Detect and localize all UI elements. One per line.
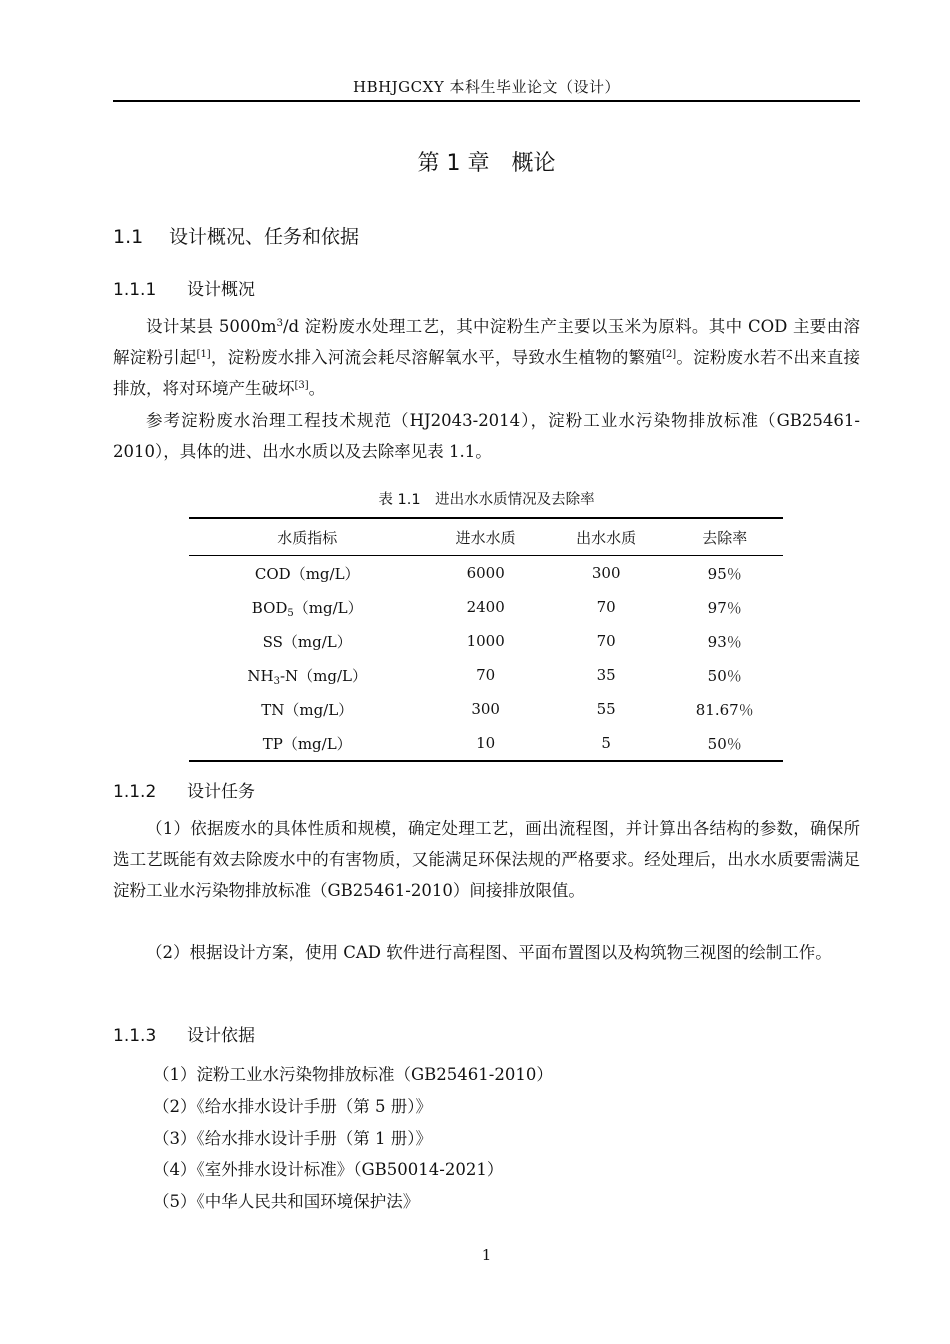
table-row <box>189 624 783 658</box>
effluent-cell: 70 <box>596 598 616 616</box>
section-number: 1.1 <box>113 226 144 248</box>
basis-list <box>113 1059 860 1218</box>
section-1-1-2-heading <box>113 777 255 802</box>
influent-cell: 6000 <box>466 564 505 582</box>
influent-cell: 70 <box>476 666 496 684</box>
influent-cell: 1000 <box>466 632 505 650</box>
effluent-cell: 55 <box>596 700 616 718</box>
task-paragraph-2: （2）根据设计方案，使用 CAD 软件进行高程图、平面布置图以及构筑物三视图的绘制工作。 <box>146 943 832 962</box>
overview-paragraph-1: 设计某县 $5000m^3/d$ 淀粉废水处理工艺，其中淀粉生产主要以玉米为原料。其中 COD 主要由溶解淀粉引起[1]，淀粉废水排入河流会耗尽溶解氧水平，导致水生植物的繁殖[2]。淀粉废水若不出来直接排放，将对环境产生破坏[3]。 <box>113 317 861 398</box>
effluent-cell: 5 <box>546 726 667 761</box>
indicator-cell: $BOD_5(mg/L)$ <box>251 598 363 619</box>
table-row <box>189 726 783 761</box>
indicator-cell: TP（mg/L） <box>189 726 425 761</box>
removal-rate-cell: 95％ <box>707 564 742 583</box>
list-item: （3）《给水排水设计手册（第 1 册）》 <box>153 1128 432 1148</box>
removal-rate-cell: 97％ <box>707 598 742 617</box>
unit-superscript: 3 <box>276 318 283 329</box>
column-header: 去除率 <box>666 518 783 556</box>
section-1-1-1-heading <box>113 275 255 300</box>
indicator-cell: SS（mg/L） <box>262 632 352 651</box>
removal-rate-cell: 50％ <box>707 666 742 685</box>
indicator-cell: $NH_3-N(mg/L)$ <box>247 666 368 687</box>
section-title: 设计任务 <box>187 782 255 802</box>
task-paragraph-1: （1）依据废水的具体性质和规模，确定处理工艺，画出流程图，并计算出各结构的参数，确保所选工艺既能有效去除废水中的有害物质，又能满足环保法规的严格要求。经处理后，出水水质要需满足淀粉工业水污染物排放标准（GB25461-2010）间接排放限值。 <box>113 819 860 900</box>
column-header: 水质指标 <box>189 518 425 556</box>
header-rule <box>113 100 860 102</box>
overview-paragraph-2: 参考淀粉废水治理工程技术规范（HJ2043-2014），淀粉工业水污染物排放标准（GB25461-2010），具体的进、出水水质以及去除率见表 1.1。 <box>113 411 860 461</box>
section-title: 设计依据 <box>187 1026 255 1046</box>
chapter-title: 第 1 章 概论 <box>417 151 556 176</box>
table-header-row <box>189 518 783 556</box>
table-row <box>189 590 783 624</box>
effluent-cell: 300 <box>591 564 621 582</box>
table-row <box>189 692 783 726</box>
section-1-1-heading <box>113 222 359 249</box>
removal-rate-cell: 50％ <box>666 726 783 761</box>
table-row <box>189 556 783 591</box>
column-header: 进水水质 <box>425 518 546 556</box>
table-caption: 表 1.1 进出水水质情况及去除率 <box>378 492 595 508</box>
influent-cell: 10 <box>425 726 546 761</box>
list-item: （1）淀粉工业水污染物排放标准（GB25461-2010） <box>153 1065 553 1084</box>
list-item: （5）《中华人民共和国环境保护法》 <box>153 1192 420 1212</box>
section-number: 1.1.2 <box>113 782 157 802</box>
page-header: HBHJGCXY 本科生毕业论文（设计） <box>352 78 620 96</box>
indicator-cell: TN（mg/L） <box>261 700 354 719</box>
influent-cell: 300 <box>471 700 500 718</box>
effluent-cell: 70 <box>596 632 616 650</box>
citation-1[interactable]: [1] <box>196 349 211 360</box>
effluent-cell: 35 <box>596 666 616 684</box>
citation-3[interactable]: [3] <box>294 380 309 391</box>
removal-rate-cell: 81.67％ <box>695 700 754 719</box>
section-number: 1.1.3 <box>113 1026 157 1046</box>
section-number: 1.1.1 <box>113 280 157 300</box>
page-number: 1 <box>481 1246 492 1264</box>
citation-2[interactable]: [2] <box>662 349 677 360</box>
list-item: （4）《室外排水设计标准》（GB50014-2021） <box>153 1160 504 1180</box>
water-quality-table <box>189 517 783 762</box>
list-item: （2）《给水排水设计手册（第 5 册）》 <box>153 1096 432 1116</box>
table-row <box>189 658 783 692</box>
column-header: 出水水质 <box>546 518 667 556</box>
section-title: 设计概况、任务和依据 <box>169 226 360 248</box>
indicator-cell: COD（mg/L） <box>254 564 360 583</box>
removal-rate-cell: 93％ <box>707 632 742 651</box>
influent-cell: 2400 <box>466 598 505 616</box>
section-title: 设计概况 <box>187 280 255 300</box>
section-1-1-3-heading <box>113 1021 255 1046</box>
